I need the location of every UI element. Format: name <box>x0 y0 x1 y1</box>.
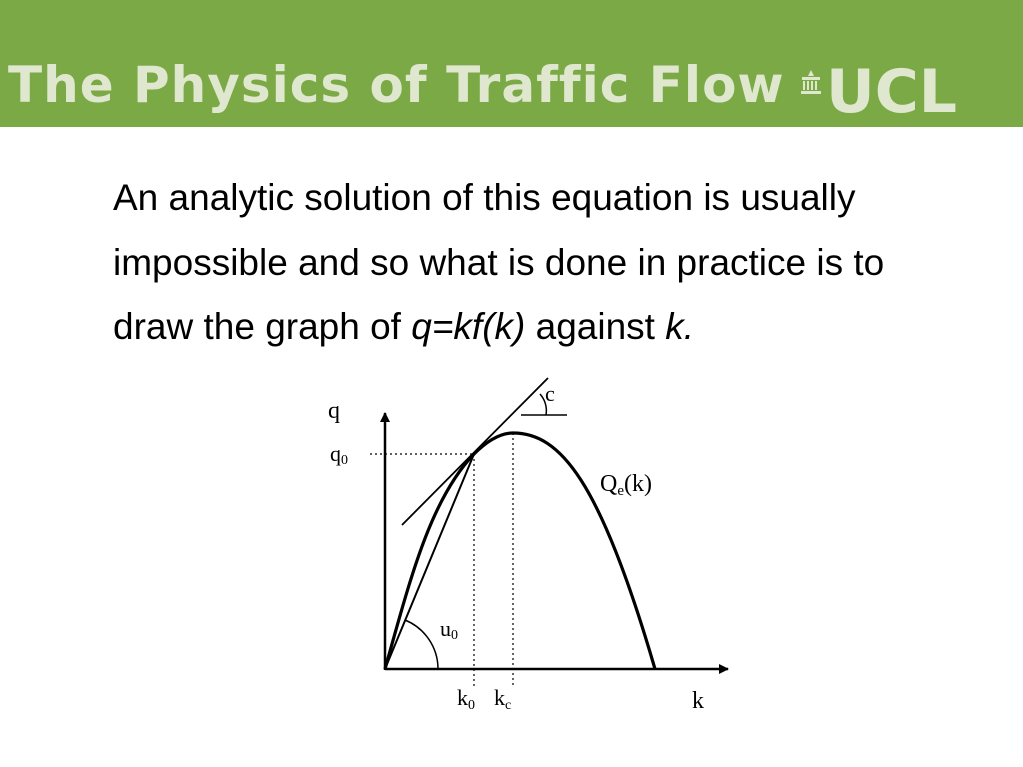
secant-line-u0 <box>385 454 474 669</box>
k0-label: k0 <box>457 685 475 713</box>
curve-label: Qe(k) <box>600 471 652 499</box>
slide-title: The Physics of Traffic Flow <box>8 56 785 114</box>
body-line-1: An analytic solution of this equation is usually <box>113 177 856 218</box>
body-text <box>113 166 993 360</box>
angle-u0-arc <box>405 620 438 669</box>
y-axis-label: q <box>328 398 340 424</box>
header-banner <box>0 0 1023 127</box>
body-line-3 <box>113 295 993 360</box>
x-axis-label: k <box>692 688 704 714</box>
body-line-3-middle: against <box>525 306 666 347</box>
c-label: c <box>545 381 555 406</box>
kc-label: kc <box>494 685 512 713</box>
logo-text: UCL <box>826 57 957 127</box>
body-line-2: impossible and so what is done in practice is to <box>113 241 885 283</box>
u0-label: u0 <box>440 616 458 643</box>
q0-label: q0 <box>330 441 348 468</box>
formula-q-kfk: q=kf(k) <box>411 306 526 347</box>
body-line-3-prefix: draw the graph of <box>113 306 412 347</box>
fundamental-diagram <box>320 370 740 720</box>
qe-curve <box>385 433 655 669</box>
variable-k: k. <box>665 306 695 347</box>
ucl-logo <box>800 57 1000 127</box>
portico-icon <box>800 68 822 96</box>
